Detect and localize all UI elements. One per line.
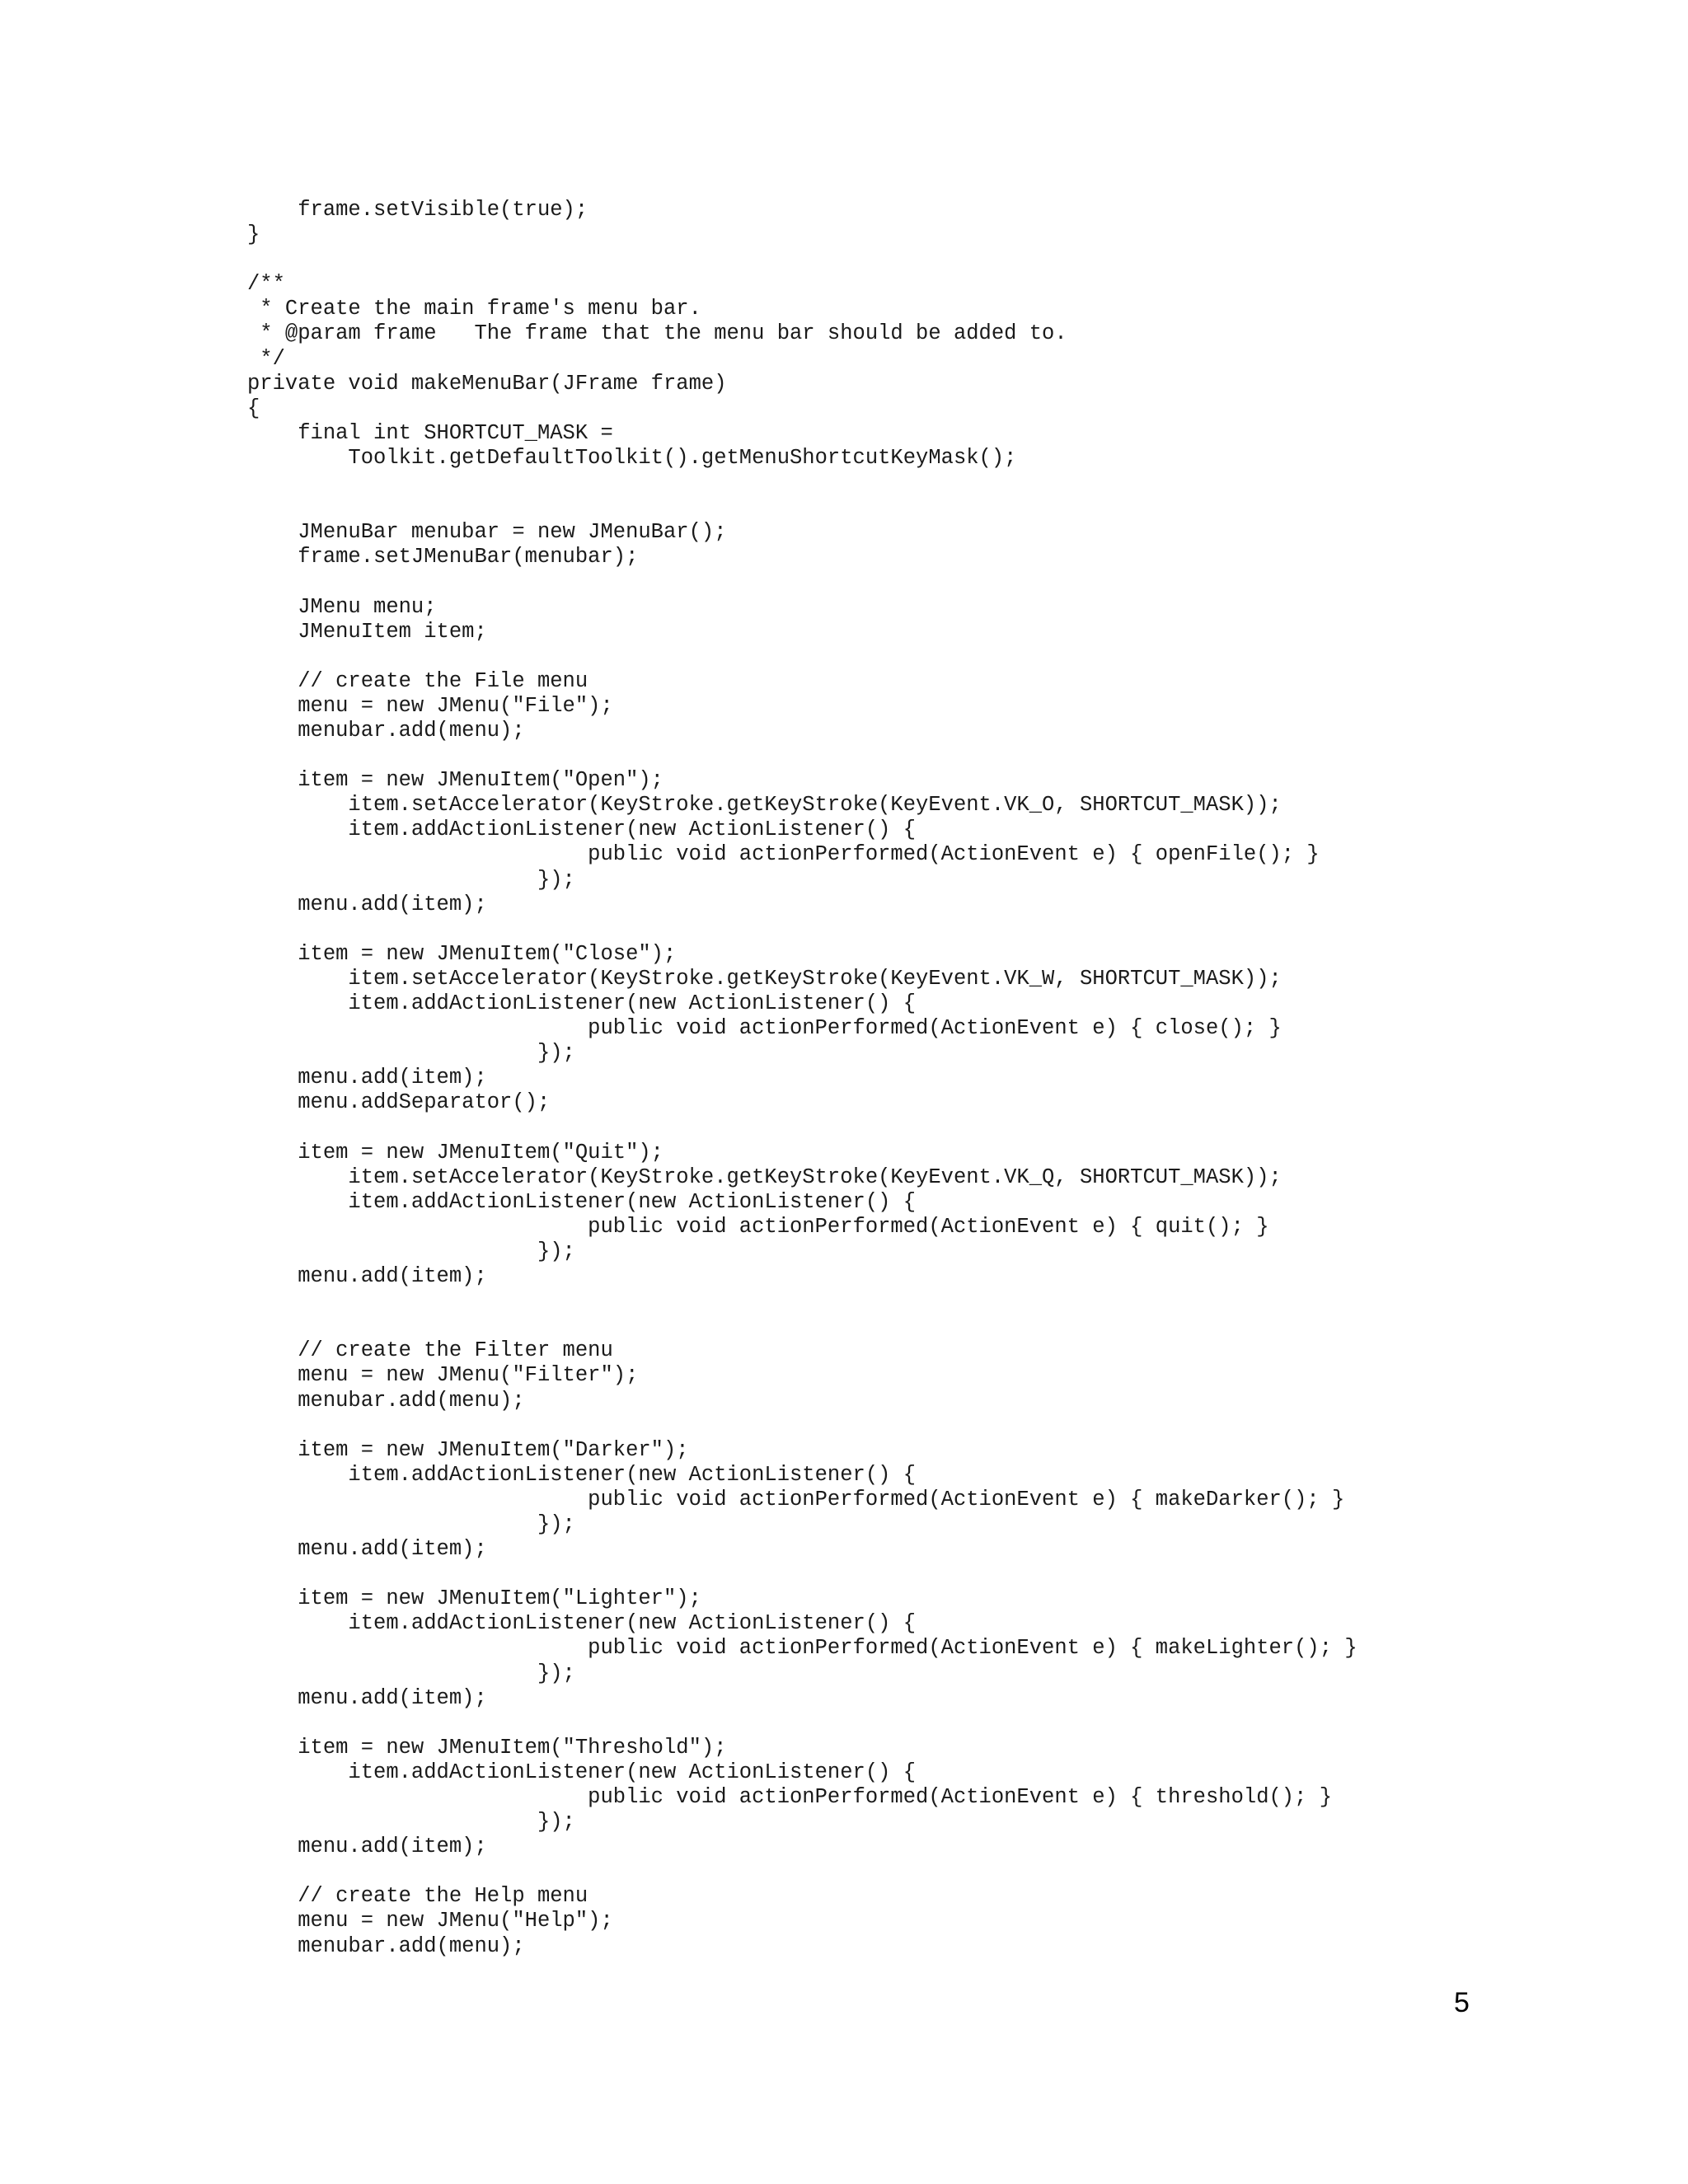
code-line [247, 247, 1648, 272]
code-line: item.setAccelerator(KeyStroke.getKeyStroke(KeyEvent.VK_W, SHORTCUT_MASK)); [247, 966, 1282, 991]
code-line: }); [247, 1511, 575, 1536]
code-line: JMenuBar menubar = new JMenuBar(); [247, 520, 727, 545]
code-line: }); [247, 1661, 575, 1685]
code-line: public void actionPerformed(ActionEvent e) { threshold(); } [247, 1785, 1333, 1809]
code-line: * Create the main frame's menu bar. [247, 297, 701, 321]
code-line: item = new JMenuItem("Quit"); [247, 1140, 663, 1165]
code-line [247, 1859, 1648, 1884]
code-listing [247, 198, 1648, 1959]
code-line: private void makeMenuBar(JFrame frame) [247, 371, 727, 396]
code-line: /** [247, 272, 285, 297]
code-line: menubar.add(menu); [247, 1388, 525, 1413]
code-line: * @param frame The frame that the menu bar should be added to. [247, 321, 1067, 346]
code-line [247, 471, 1648, 495]
code-line: } [247, 223, 260, 247]
code-line: JMenu menu; [247, 594, 437, 619]
code-line: menu = new JMenu("Help"); [247, 1909, 613, 1933]
code-line: menu = new JMenu("File"); [247, 693, 613, 718]
code-line: { [247, 396, 260, 420]
code-line [247, 1413, 1648, 1438]
code-line: public void actionPerformed(ActionEvent e) { quit(); } [247, 1214, 1269, 1239]
code-line: Toolkit.getDefaultToolkit().getMenuShortcutKeyMask(); [247, 445, 1017, 470]
code-line: JMenuItem item; [247, 619, 487, 644]
code-line: menubar.add(menu); [247, 718, 525, 743]
code-line [247, 1289, 1648, 1314]
code-line: item = new JMenuItem("Close"); [247, 941, 677, 966]
code-line [247, 644, 1648, 669]
code-line: menu.add(item); [247, 1066, 487, 1090]
code-line: menu.add(item); [247, 1835, 487, 1859]
code-line: item.setAccelerator(KeyStroke.getKeyStroke(KeyEvent.VK_Q, SHORTCUT_MASK)); [247, 1165, 1282, 1189]
code-line: menu.addSeparator(); [247, 1090, 551, 1115]
code-line: item = new JMenuItem("Lighter"); [247, 1586, 701, 1611]
code-line: frame.setVisible(true); [247, 198, 588, 222]
code-line: // create the Help menu [247, 1884, 588, 1909]
code-line [247, 495, 1648, 520]
code-line: public void actionPerformed(ActionEvent e) { makeLighter(); } [247, 1636, 1357, 1661]
code-line [247, 1711, 1648, 1736]
code-line: frame.setJMenuBar(menubar); [247, 545, 639, 569]
code-line [247, 1115, 1648, 1140]
code-line: item.addActionListener(new ActionListener() { [247, 1189, 917, 1214]
code-line: item.addActionListener(new ActionListener() { [247, 1760, 917, 1784]
code-line: item = new JMenuItem("Threshold"); [247, 1735, 727, 1760]
code-line: }); [247, 1239, 575, 1263]
code-line: menu.add(item); [247, 1537, 487, 1562]
code-line: }); [247, 867, 575, 892]
code-line: public void actionPerformed(ActionEvent e) { openFile(); } [247, 842, 1320, 867]
code-line: menu.add(item); [247, 1264, 487, 1289]
code-line: item.addActionListener(new ActionListener() { [247, 991, 917, 1015]
code-line: // create the Filter menu [247, 1338, 613, 1363]
code-line [247, 1562, 1648, 1586]
code-line: item.setAccelerator(KeyStroke.getKeyStroke(KeyEvent.VK_O, SHORTCUT_MASK)); [247, 793, 1282, 818]
page-number: 5 [1454, 1987, 1470, 2018]
code-line [247, 917, 1648, 942]
code-line [247, 743, 1648, 768]
code-line: }); [247, 1041, 575, 1066]
code-line: // create the File menu [247, 668, 588, 693]
code-line: public void actionPerformed(ActionEvent e) { close(); } [247, 1016, 1282, 1041]
code-line: final int SHORTCUT_MASK = [247, 420, 613, 445]
code-line: item.addActionListener(new ActionListener() { [247, 1462, 917, 1487]
code-line: */ [247, 346, 285, 371]
code-line: menu.add(item); [247, 1685, 487, 1710]
code-line: item.addActionListener(new ActionListener() { [247, 1611, 917, 1636]
code-line: item.addActionListener(new ActionListener() { [247, 818, 917, 842]
code-line: item = new JMenuItem("Open"); [247, 768, 663, 793]
code-line: menu = new JMenu("Filter"); [247, 1363, 639, 1388]
code-line: menu.add(item); [247, 892, 487, 916]
code-line: }); [247, 1810, 575, 1835]
code-line [247, 569, 1648, 594]
code-line: menubar.add(menu); [247, 1933, 525, 1958]
code-line: item = new JMenuItem("Darker"); [247, 1437, 689, 1462]
code-line: public void actionPerformed(ActionEvent e) { makeDarker(); } [247, 1487, 1345, 1511]
code-line [247, 1314, 1648, 1338]
